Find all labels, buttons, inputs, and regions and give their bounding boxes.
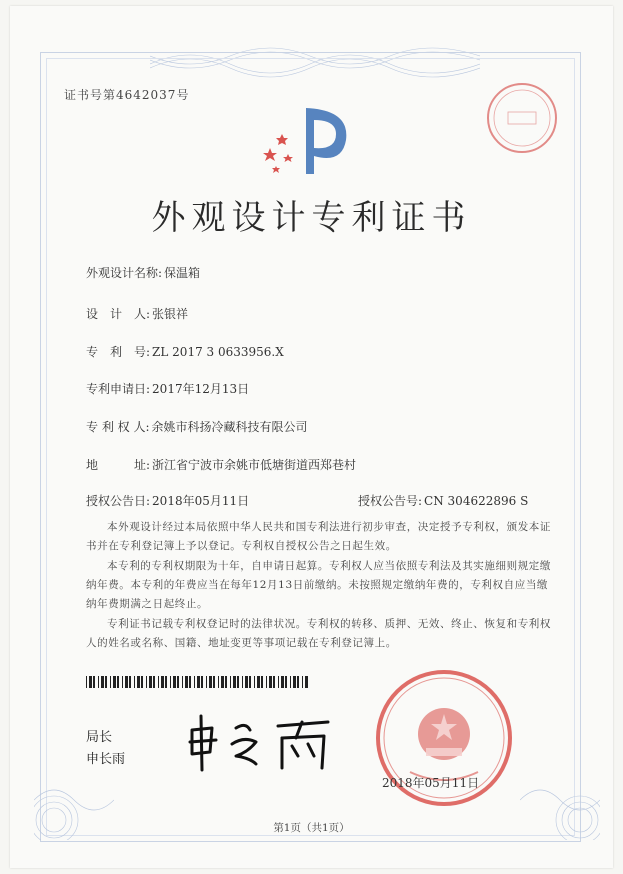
designer-label: 设 计 人:: [86, 307, 151, 321]
field-grant-number: [358, 492, 528, 509]
design-name-value: 保温箱: [164, 266, 201, 280]
page-footer: 第1页（共1页）: [273, 822, 350, 834]
grant-number-value: CN 304622896 S: [424, 494, 529, 508]
director-name: 申长雨: [86, 752, 126, 767]
certificate-number: 证书号第4642037号: [64, 88, 190, 102]
patent-number-label: 专 利 号:: [86, 345, 151, 359]
small-red-stamp: [482, 78, 562, 158]
paragraph-grant-statement: 本外观设计经过本局依照中华人民共和国专利法进行初步审查，决定授予专利权，颁发本证书并在专利登记簿上予以登记。专利权自授权公告之日起生效。: [86, 521, 551, 552]
field-grant-date: [86, 492, 249, 509]
field-filing-date: [86, 380, 249, 397]
field-design-name: [86, 264, 200, 281]
paragraph-term-and-fees: 本专利的专利权期限为十年，自申请日起算。专利权人应当依照专利法及其实施细则规定缴纳年费。本专利的年费应当在每年12月13日前缴纳。未按照规定缴纳年费的，专利权自应当缴纳年费期满之日起终止。: [86, 560, 551, 610]
field-address: [86, 456, 356, 473]
paragraph-legal-status: 专利证书记载专利权登记时的法律状况。专利权的转移、质押、无效、终止、恢复和专利权人的姓名或名称、国籍、地址变更等事项记载在专利登记簿上。: [86, 618, 551, 649]
patentee-label: 专 利 权 人:: [86, 420, 150, 434]
barcode-icon: [86, 676, 308, 688]
filing-date-value: 2017年12月13日: [152, 382, 250, 396]
field-patentee: [86, 418, 308, 435]
field-designer: [86, 305, 188, 322]
address-label: 地 址:: [86, 458, 151, 472]
patent-number-value: ZL 2017 3 0633956.X: [152, 345, 284, 359]
certificate-title: 外观设计专利证书: [151, 198, 472, 238]
grant-date-value: 2018年05月11日: [152, 494, 250, 508]
patentee-value: 余姚市科扬冷藏科技有限公司: [151, 420, 308, 434]
patent-office-logo-icon: [262, 104, 358, 176]
address-value: 浙江省宁波市余姚市低塘街道西郑巷村: [152, 458, 357, 472]
design-name-label: 外观设计名称:: [86, 266, 163, 280]
field-patent-number: [86, 343, 284, 360]
seal-date: 2018年05月11日: [382, 776, 480, 790]
director-title: 局长: [86, 730, 113, 745]
handwritten-signature-icon: [186, 708, 336, 778]
grant-number-label: 授权公告号:: [358, 494, 423, 508]
grant-date-label: 授权公告日:: [86, 494, 151, 508]
designer-value: 张银祥: [152, 307, 189, 321]
filing-date-label: 专利申请日:: [86, 382, 151, 396]
